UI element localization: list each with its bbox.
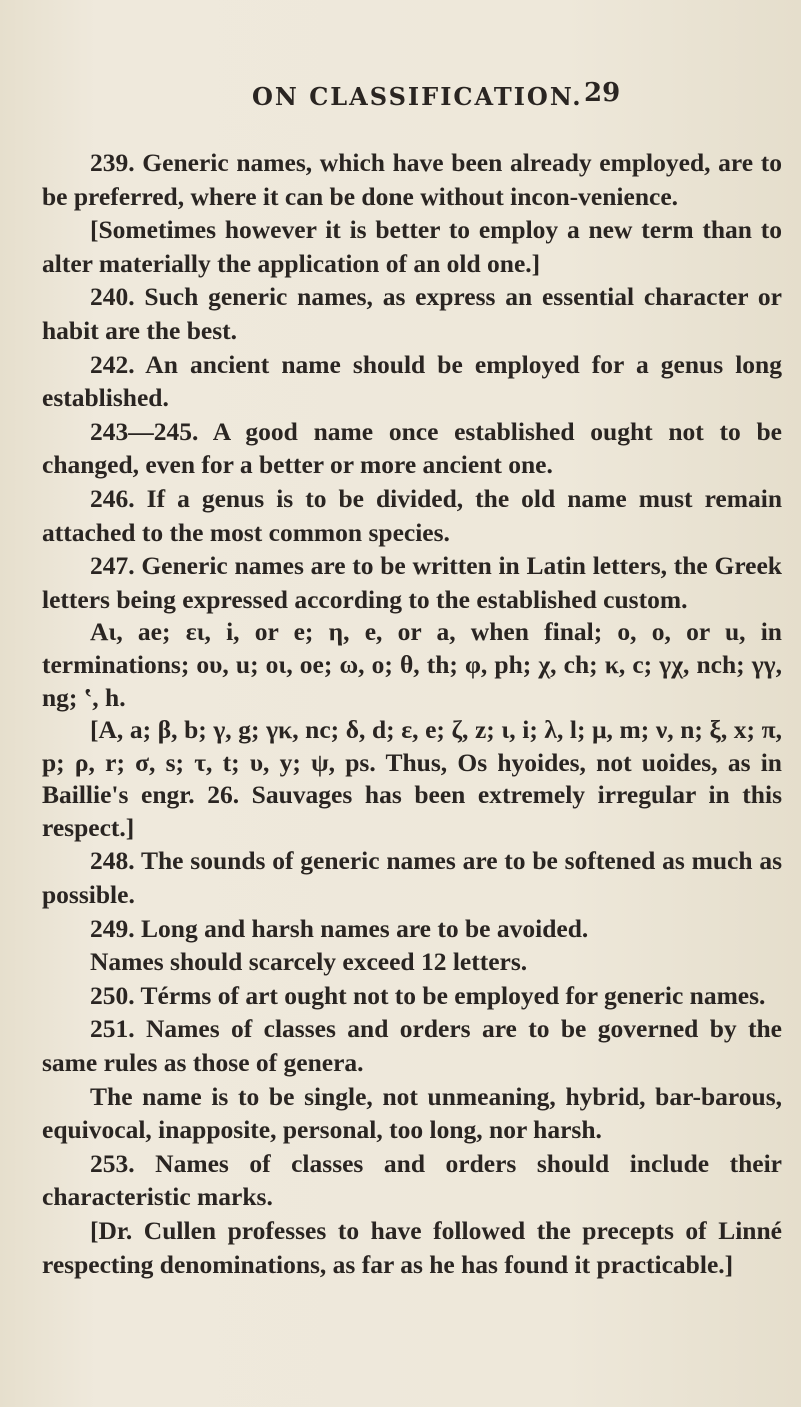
paragraph-249: 249. Long and harsh names are to be avoided.: [90, 913, 589, 943]
paragraph-247: 247. Generic names are to be written in Latin letters, the Greek letters being expressed according to the established custom.: [42, 551, 782, 614]
paragraph-cullen-note: [Dr. Cullen professes to have followed the precepts of Linné respecting denominations, as far as he has found it practicable.]: [42, 1216, 782, 1279]
paragraph-253: 253. Names of classes and orders should include their characteristic marks.: [42, 1148, 782, 1212]
page-header: [0, 72, 801, 112]
paragraph-251: 251. Names of classes and orders are to be governed by the same rules as those of genera.: [42, 1014, 782, 1078]
page-number: 29: [584, 78, 621, 108]
paragraph-239: 239. Generic names, which have been already employed, are to be preferred, where it can be done without incon-venience.: [42, 148, 782, 211]
paragraph-single-name: The name is to be single, not unmeaning, hybrid, bar-barous, equivocal, inapposite, personal, too long, nor harsh.: [42, 1081, 782, 1145]
paragraph-greek-transliteration: Αι, ae; ει, i, or e; η, e, or a, when final; ο, o, or u, in terminations; ου, u; οι, oe; ω, o; θ, th; φ, ph; χ, ch; κ, c; γχ, nch; γγ, ng; ʽ, h.: [42, 617, 782, 712]
body-text: [42, 146, 782, 1281]
paragraph-note-new-term: [Sometimes however it is better to employ a new term than to alter materially the application of an old one.]: [42, 215, 782, 278]
paragraph-240: 240. Such generic names, as express an essential character or habit are the best.: [42, 282, 782, 345]
paragraph-243-245: 243—245. A good name once established ought not to be changed, even for a better or more ancient one.: [42, 416, 782, 480]
running-head: ON CLASSIFICATION.: [252, 82, 583, 111]
paragraph-242: 242. An ancient name should be employed for a genus long established.: [42, 349, 782, 413]
paragraph-246: 246. If a genus is to be divided, the old name must remain attached to the most common species.: [42, 483, 782, 547]
paragraph-letter-limit: Names should scarcely exceed 12 letters.: [90, 947, 528, 977]
paragraph-greek-letters-note: [A, a; β, b; γ, g; γκ, nc; δ, d; ε, e; ζ, z; ι, i; λ, l; μ, m; ν, n; ξ, x; π, p; ρ, r; σ, s; τ, t; υ, y; ψ, ps. Thus, Os hyoides, not uoides, as in Baillie's engr. 26. Sauvages has been extremely irregular in this respect.]: [42, 715, 782, 842]
paragraph-250: 250. Térms of art ought not to be employed for generic names.: [90, 980, 766, 1010]
paragraph-248: 248. The sounds of generic names are to be softened as much as possible.: [42, 846, 782, 910]
